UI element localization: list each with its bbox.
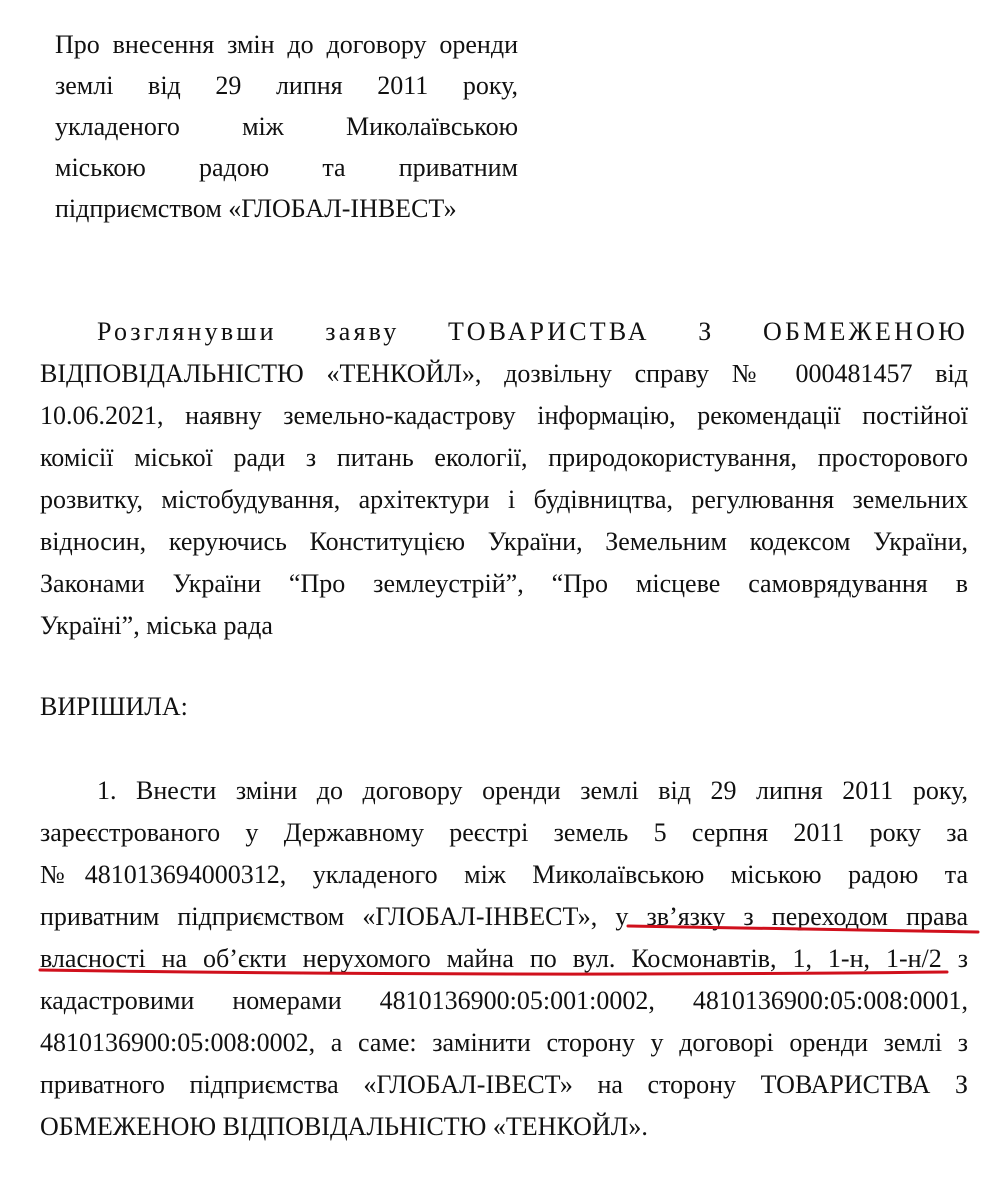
- paragraph-line: відносин, керуючись Конституцією України, Земельним кодексом України,: [40, 527, 968, 556]
- paragraph-line: власності на об’єкти нерухомого майна по вул. Космонавтів, 1, 1-н, 1-н/2 з: [40, 944, 968, 973]
- decision-heading: [40, 686, 968, 728]
- decision-heading-text: ВИРІШИЛА:: [40, 692, 188, 721]
- title-line: землі від 29 липня 2011 року,: [55, 71, 518, 100]
- preamble-paragraph: [40, 311, 968, 647]
- paragraph-line: 1. Внести зміни до договору оренди землі від 29 липня 2011 року,: [97, 776, 968, 805]
- spaced-phrase: Розглянувши заяву: [97, 317, 400, 346]
- spaced-continuation: ТОВАРИСТВА З ОБМЕЖЕНОЮ: [399, 317, 968, 346]
- paragraph-line: приватного підприємства «ГЛОБАЛ-ІВЕСТ» на сторону ТОВАРИСТВА З: [40, 1070, 968, 1099]
- paragraph-line: ОБМЕЖЕНОЮ ВІДПОВІДАЛЬНІСТЮ «ТЕНКОЙЛ».: [40, 1112, 648, 1141]
- decision-item-1: [40, 770, 968, 1148]
- paragraph-line: 10.06.2021, наявну земельно-кадастрову інформацію, рекомендації постійної: [40, 401, 968, 430]
- paragraph-line: Законами України “Про землеустрій”, “Про місцеве самоврядування в: [40, 569, 968, 598]
- title-line: підприємством «ГЛОБАЛ-ІНВЕСТ»: [55, 194, 457, 223]
- paragraph-line: Україні”, міська рада: [40, 611, 273, 640]
- paragraph-line: розвитку, містобудування, архітектури і будівництва, регулювання земельних: [40, 485, 968, 514]
- paragraph-line: [40, 311, 968, 353]
- title-line: міською радою та приватним: [55, 153, 518, 182]
- document-title: [55, 24, 518, 229]
- title-line: укладеного між Миколаївською: [55, 112, 518, 141]
- paragraph-line: приватним підприємством «ГЛОБАЛ-ІНВЕСТ», у зв’язку з переходом права: [40, 902, 968, 931]
- paragraph-line: №481013694000312, укладеного між Миколаївською міською радою та: [40, 860, 968, 889]
- paragraph-line: кадастровими номерами 4810136900:05:001:0002, 4810136900:05:008:0001,: [40, 986, 968, 1015]
- title-line: Про внесення змін до договору оренди: [55, 30, 518, 59]
- paragraph-line: 4810136900:05:008:0002, а саме: замінити сторону у договорі оренди землі з: [40, 1028, 968, 1057]
- paragraph-line: ВІДПОВІДАЛЬНІСТЮ «ТЕНКОЙЛ», дозвільну справу № 000481457 від: [40, 359, 968, 388]
- paragraph-line: комісії міської ради з питань екології, природокористування, просторового: [40, 443, 968, 472]
- paragraph-line: зареєстрованого у Державному реєстрі земель 5 серпня 2011 року за: [40, 818, 968, 847]
